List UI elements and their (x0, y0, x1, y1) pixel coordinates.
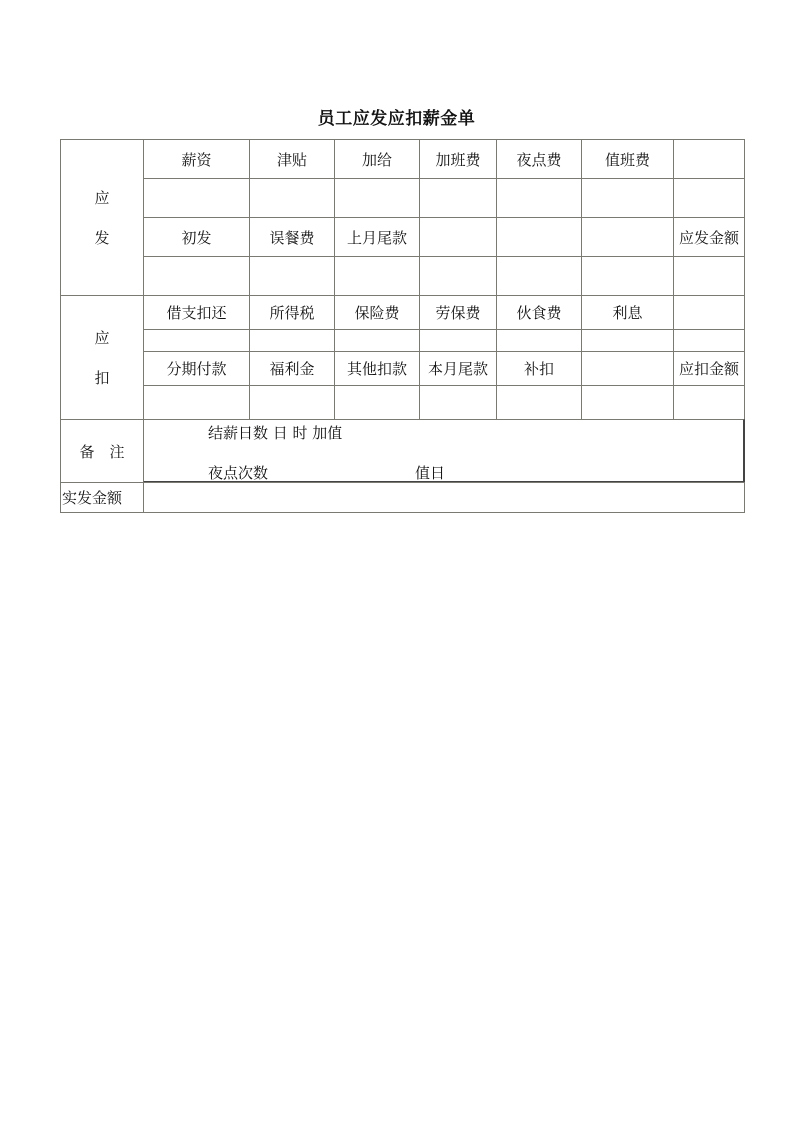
earnings-r2-c3[interactable] (334, 178, 420, 218)
deductions-r1-c4: 劳保费 (419, 295, 497, 330)
earnings-r1-c6: 值班费 (581, 139, 674, 179)
remarks-line-1: 结薪日数 日 时 加值 (208, 424, 343, 442)
earnings-r4-c6[interactable] (581, 256, 674, 296)
deductions-r2-c5[interactable] (496, 329, 582, 352)
earnings-r3-c5 (496, 217, 582, 257)
deductions-r2-c6[interactable] (581, 329, 674, 352)
earnings-r1-c5: 夜点费 (496, 139, 582, 179)
deductions-r4-c7[interactable] (673, 385, 745, 420)
payslip-table (60, 139, 745, 513)
earnings-r2-c5[interactable] (496, 178, 582, 218)
deductions-r1-c7 (673, 295, 745, 330)
deductions-label-char-1: 应 (94, 328, 110, 347)
deductions-r2-c2[interactable] (249, 329, 335, 352)
deductions-r1-c3: 保险费 (334, 295, 420, 330)
deductions-r4-c1[interactable] (143, 385, 250, 420)
deductions-r2-c4[interactable] (419, 329, 497, 352)
remarks-box[interactable] (143, 419, 745, 483)
deductions-r4-c2[interactable] (249, 385, 335, 420)
deductions-r3-c7: 应扣金额 (673, 351, 745, 386)
deductions-r2-c3[interactable] (334, 329, 420, 352)
deductions-r3-c3: 其他扣款 (334, 351, 420, 386)
deductions-r3-c4: 本月尾款 (419, 351, 497, 386)
deductions-r3-c5: 补扣 (496, 351, 582, 386)
earnings-r3-c3: 上月尾款 (334, 217, 420, 257)
earnings-r1-c7 (673, 139, 745, 179)
deductions-r2-c7[interactable] (673, 329, 745, 352)
earnings-r2-c7[interactable] (673, 178, 745, 218)
earnings-r3-c1: 初发 (143, 217, 250, 257)
deductions-r1-c6: 利息 (581, 295, 674, 330)
earnings-r1-c2: 津贴 (249, 139, 335, 179)
net-pay-label: 实发金额 (60, 482, 144, 513)
earnings-r1-c4: 加班费 (419, 139, 497, 179)
remarks-line-2-right: 值日 (415, 464, 446, 482)
deductions-r4-c6[interactable] (581, 385, 674, 420)
deductions-section-label (60, 295, 144, 420)
earnings-r2-c2[interactable] (249, 178, 335, 218)
earnings-r2-c1[interactable] (143, 178, 250, 218)
earnings-r4-c7[interactable] (673, 256, 745, 296)
deductions-r3-c6 (581, 351, 674, 386)
page-title: 员工应发应扣薪金单 (317, 109, 476, 129)
earnings-section-label (60, 139, 144, 296)
earnings-r3-c6 (581, 217, 674, 257)
earnings-r4-c1[interactable] (143, 256, 250, 296)
earnings-label-char-1: 应 (94, 188, 110, 207)
earnings-r2-c4[interactable] (419, 178, 497, 218)
earnings-r3-c7: 应发金额 (673, 217, 745, 257)
earnings-r1-c3: 加给 (334, 139, 420, 179)
deductions-label-char-2: 扣 (94, 368, 110, 387)
deductions-r1-c1: 借支扣还 (143, 295, 250, 330)
deductions-r1-c5: 伙食费 (496, 295, 582, 330)
deductions-r3-c1: 分期付款 (143, 351, 250, 386)
deductions-r4-c3[interactable] (334, 385, 420, 420)
earnings-r4-c5[interactable] (496, 256, 582, 296)
deductions-r3-c2: 福利金 (249, 351, 335, 386)
earnings-r2-c6[interactable] (581, 178, 674, 218)
earnings-r4-c2[interactable] (249, 256, 335, 296)
earnings-r3-c4 (419, 217, 497, 257)
net-pay-value[interactable] (143, 482, 745, 513)
earnings-r4-c3[interactable] (334, 256, 420, 296)
deductions-r4-c4[interactable] (419, 385, 497, 420)
deductions-r2-c1[interactable] (143, 329, 250, 352)
earnings-r4-c4[interactable] (419, 256, 497, 296)
deductions-r4-c5[interactable] (496, 385, 582, 420)
earnings-r3-c2: 误餐费 (249, 217, 335, 257)
remarks-line-2-left: 夜点次数 (208, 464, 269, 482)
earnings-label-char-2: 发 (94, 228, 110, 247)
earnings-r1-c1: 薪资 (143, 139, 250, 179)
remarks-label: 备 注 (60, 419, 144, 483)
deductions-r1-c2: 所得税 (249, 295, 335, 330)
